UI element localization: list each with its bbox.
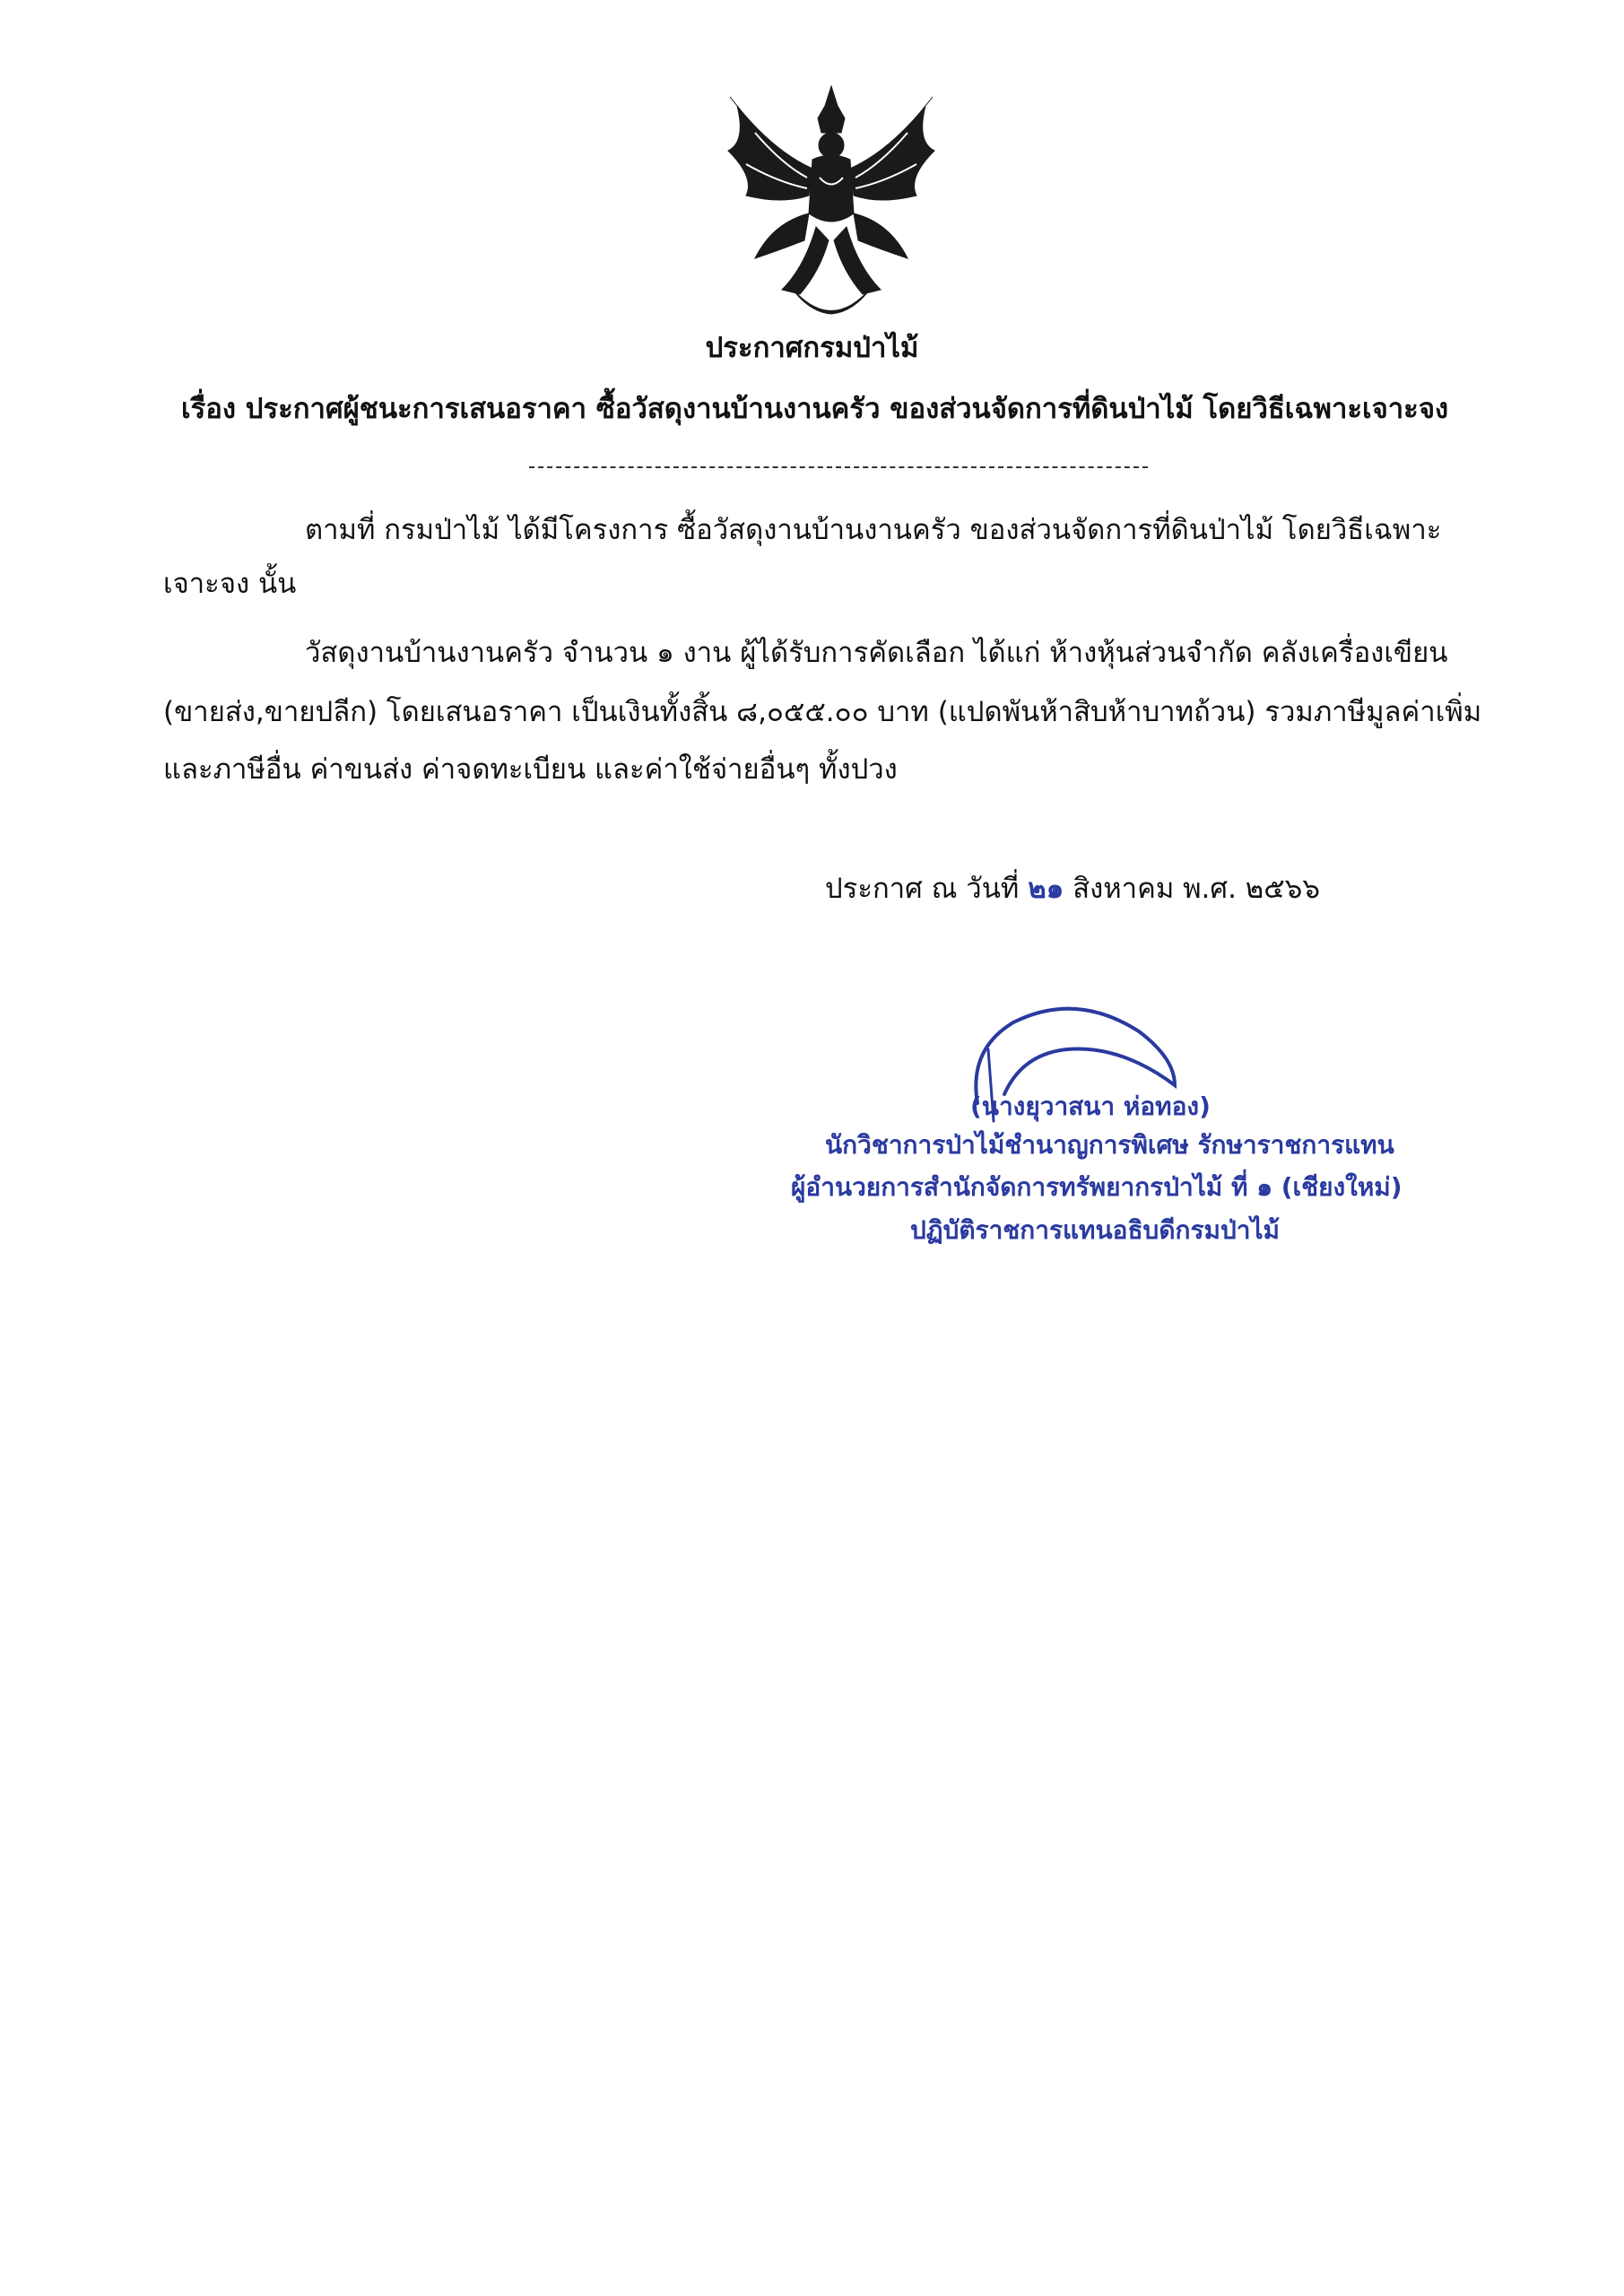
paragraph-2-line-3: และภาษีอื่น ค่าขนส่ง ค่าจดทะเบียน และค่าใช้จ่ายอื่นๆ ทั้งปวง <box>163 753 898 786</box>
paragraph-2-line-2: (ขายส่ง,ขายปลีก) โดยเสนอราคา เป็นเงินทั้งสิ้น ๘,๐๕๕.๐๐ บาท (แปดพันห้าสิบห้าบาทถ้วน) รวมภาษีมูลค่าเพิ่ม <box>163 696 1482 728</box>
divider-rule <box>529 466 1148 468</box>
announcement-date <box>825 865 1320 910</box>
paragraph-1-line-2: เจาะจง นั้น <box>163 568 297 600</box>
document-title: ประกาศกรมป่าไม้ <box>705 332 919 364</box>
date-suffix: สิงหาคม พ.ศ. ๒๕๖๖ <box>1073 873 1321 905</box>
signatory-title-line-1: นักวิชาการป่าไม้ชำนาญการพิเศษ รักษาราชการแทน <box>825 1130 1394 1160</box>
garuda-emblem <box>719 79 943 326</box>
signatory-title-line-2: ผู้อำนวยการสำนักจัดการทรัพยากรป่าไม้ ที่ ๑ (เชียงใหม่) <box>791 1172 1403 1202</box>
date-day: ๒๑ <box>1028 873 1064 905</box>
paragraph-2-line-1: วัสดุงานบ้านงานครัว จำนวน ๑ งาน ผู้ได้รับการคัดเลือก ได้แก่ ห้างหุ้นส่วนจำกัด คลังเครื่องเขียน <box>305 637 1448 669</box>
document-subject: เรื่อง ประกาศผู้ชนะการเสนอราคา ซื้อวัสดุงานบ้านงานครัว ของส่วนจัดการที่ดินป่าไม้ โดยวิธีเฉพาะเจาะจง <box>181 393 1449 425</box>
date-prefix: ประกาศ ณ วันที่ <box>825 873 1020 905</box>
paragraph-1-line-1: ตามที่ กรมป่าไม้ ได้มีโครงการ ซื้อวัสดุงานบ้านงานครัว ของส่วนจัดการที่ดินป่าไม้ โดยวิธีเฉพาะ <box>305 514 1442 546</box>
signatory-title-line-3: ปฏิบัติราชการแทนอธิบดีกรมป่าไม้ <box>910 1215 1281 1245</box>
signatory-name: (นางยุวาสนา ห่อทอง) <box>970 1091 1211 1121</box>
